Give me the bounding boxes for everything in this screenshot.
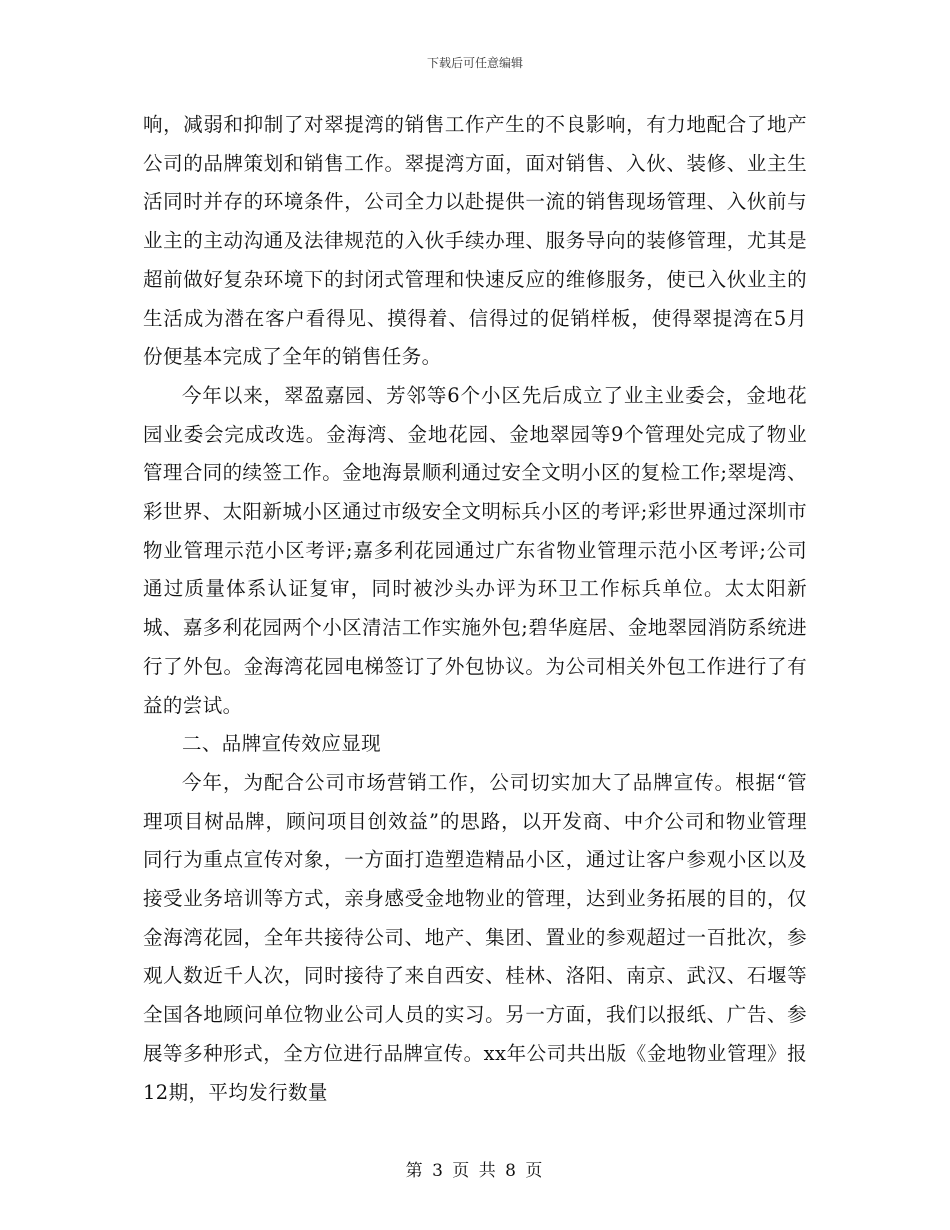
paragraph-continuation: 响，减弱和抑制了对翠提湾的销售工作产生的不良影响，有力地配合了地产公司的品牌策划和销售工作。翠提湾方面，面对销售、入伙、装修、业主生活同时并存的环境条件，公司全力以赴提供一流的销售现场管理、入伙前与业主的主动沟通及法律规范的入伙手续办理、服务导向的装修管理，尤其是超前做好复杂环境下的封闭式管理和快速反应的维修服务，使已入伙业主的生活成为潜在客户看得见、摸得着、信得过的促销样板，使得翠提湾在5月份便基本完成了全年的销售任务。	[143, 113, 807, 369]
page-number: 第 3 页 共 8 页	[405, 1161, 545, 1181]
paragraph-brand: 今年，为配合公司市场营销工作，公司切实加大了品牌宣传。根据“管理项目树品牌，顾问项目创效益”的思路，以开发商、中介公司和物业管理同行为重点宣传对象，一方面打造塑造精品小区，通过让客户参观小区以及接受业务培训等方式，亲身感受金地物业的管理，达到业务拓展的目的，仅金海湾花园，全年共接待公司、地产、集团、置业的参观超过一百批次，参观人数近千人次，同时接待了来自西安、桂林、洛阳、南京、武汉、石堰等全国各地顾问单位物业公司人员的实习。另一方面，我们以报纸、广告、参展等多种形式，全方位进行品牌宣传。xx年公司共出版《金地物业管理》报12期，平均发行数量	[143, 770, 807, 1104]
document-body	[143, 106, 807, 1112]
section-heading-brand: 二、品牌宣传效应显现	[182, 732, 382, 756]
paragraph-committees: 今年以来，翠盈嘉园、芳邻等6个小区先后成立了业主业委会，金地花园业委会完成改选。金海湾、金地花园、金地翠园等9个管理处完成了物业管理合同的续签工作。金地海景顺利通过安全文明小区的复检工作;翠堤湾、彩世界、太阳新城小区通过市级安全文明标兵小区的考评;彩世界通过深圳市物业管理示范小区考评;嘉多利花园通过广东省物业管理示范小区考评;公司通过质量体系认证复审，同时被沙头办评为环卫工作标兵单位。太太阳新城、嘉多利花园两个小区清洁工作实施外包;碧华庭居、金地翠园消防系统进行了外包。金海湾花园电梯签订了外包协议。为公司相关外包工作进行了有益的尝试。	[143, 383, 807, 717]
page-header: 下载后可任意编辑	[426, 56, 523, 70]
